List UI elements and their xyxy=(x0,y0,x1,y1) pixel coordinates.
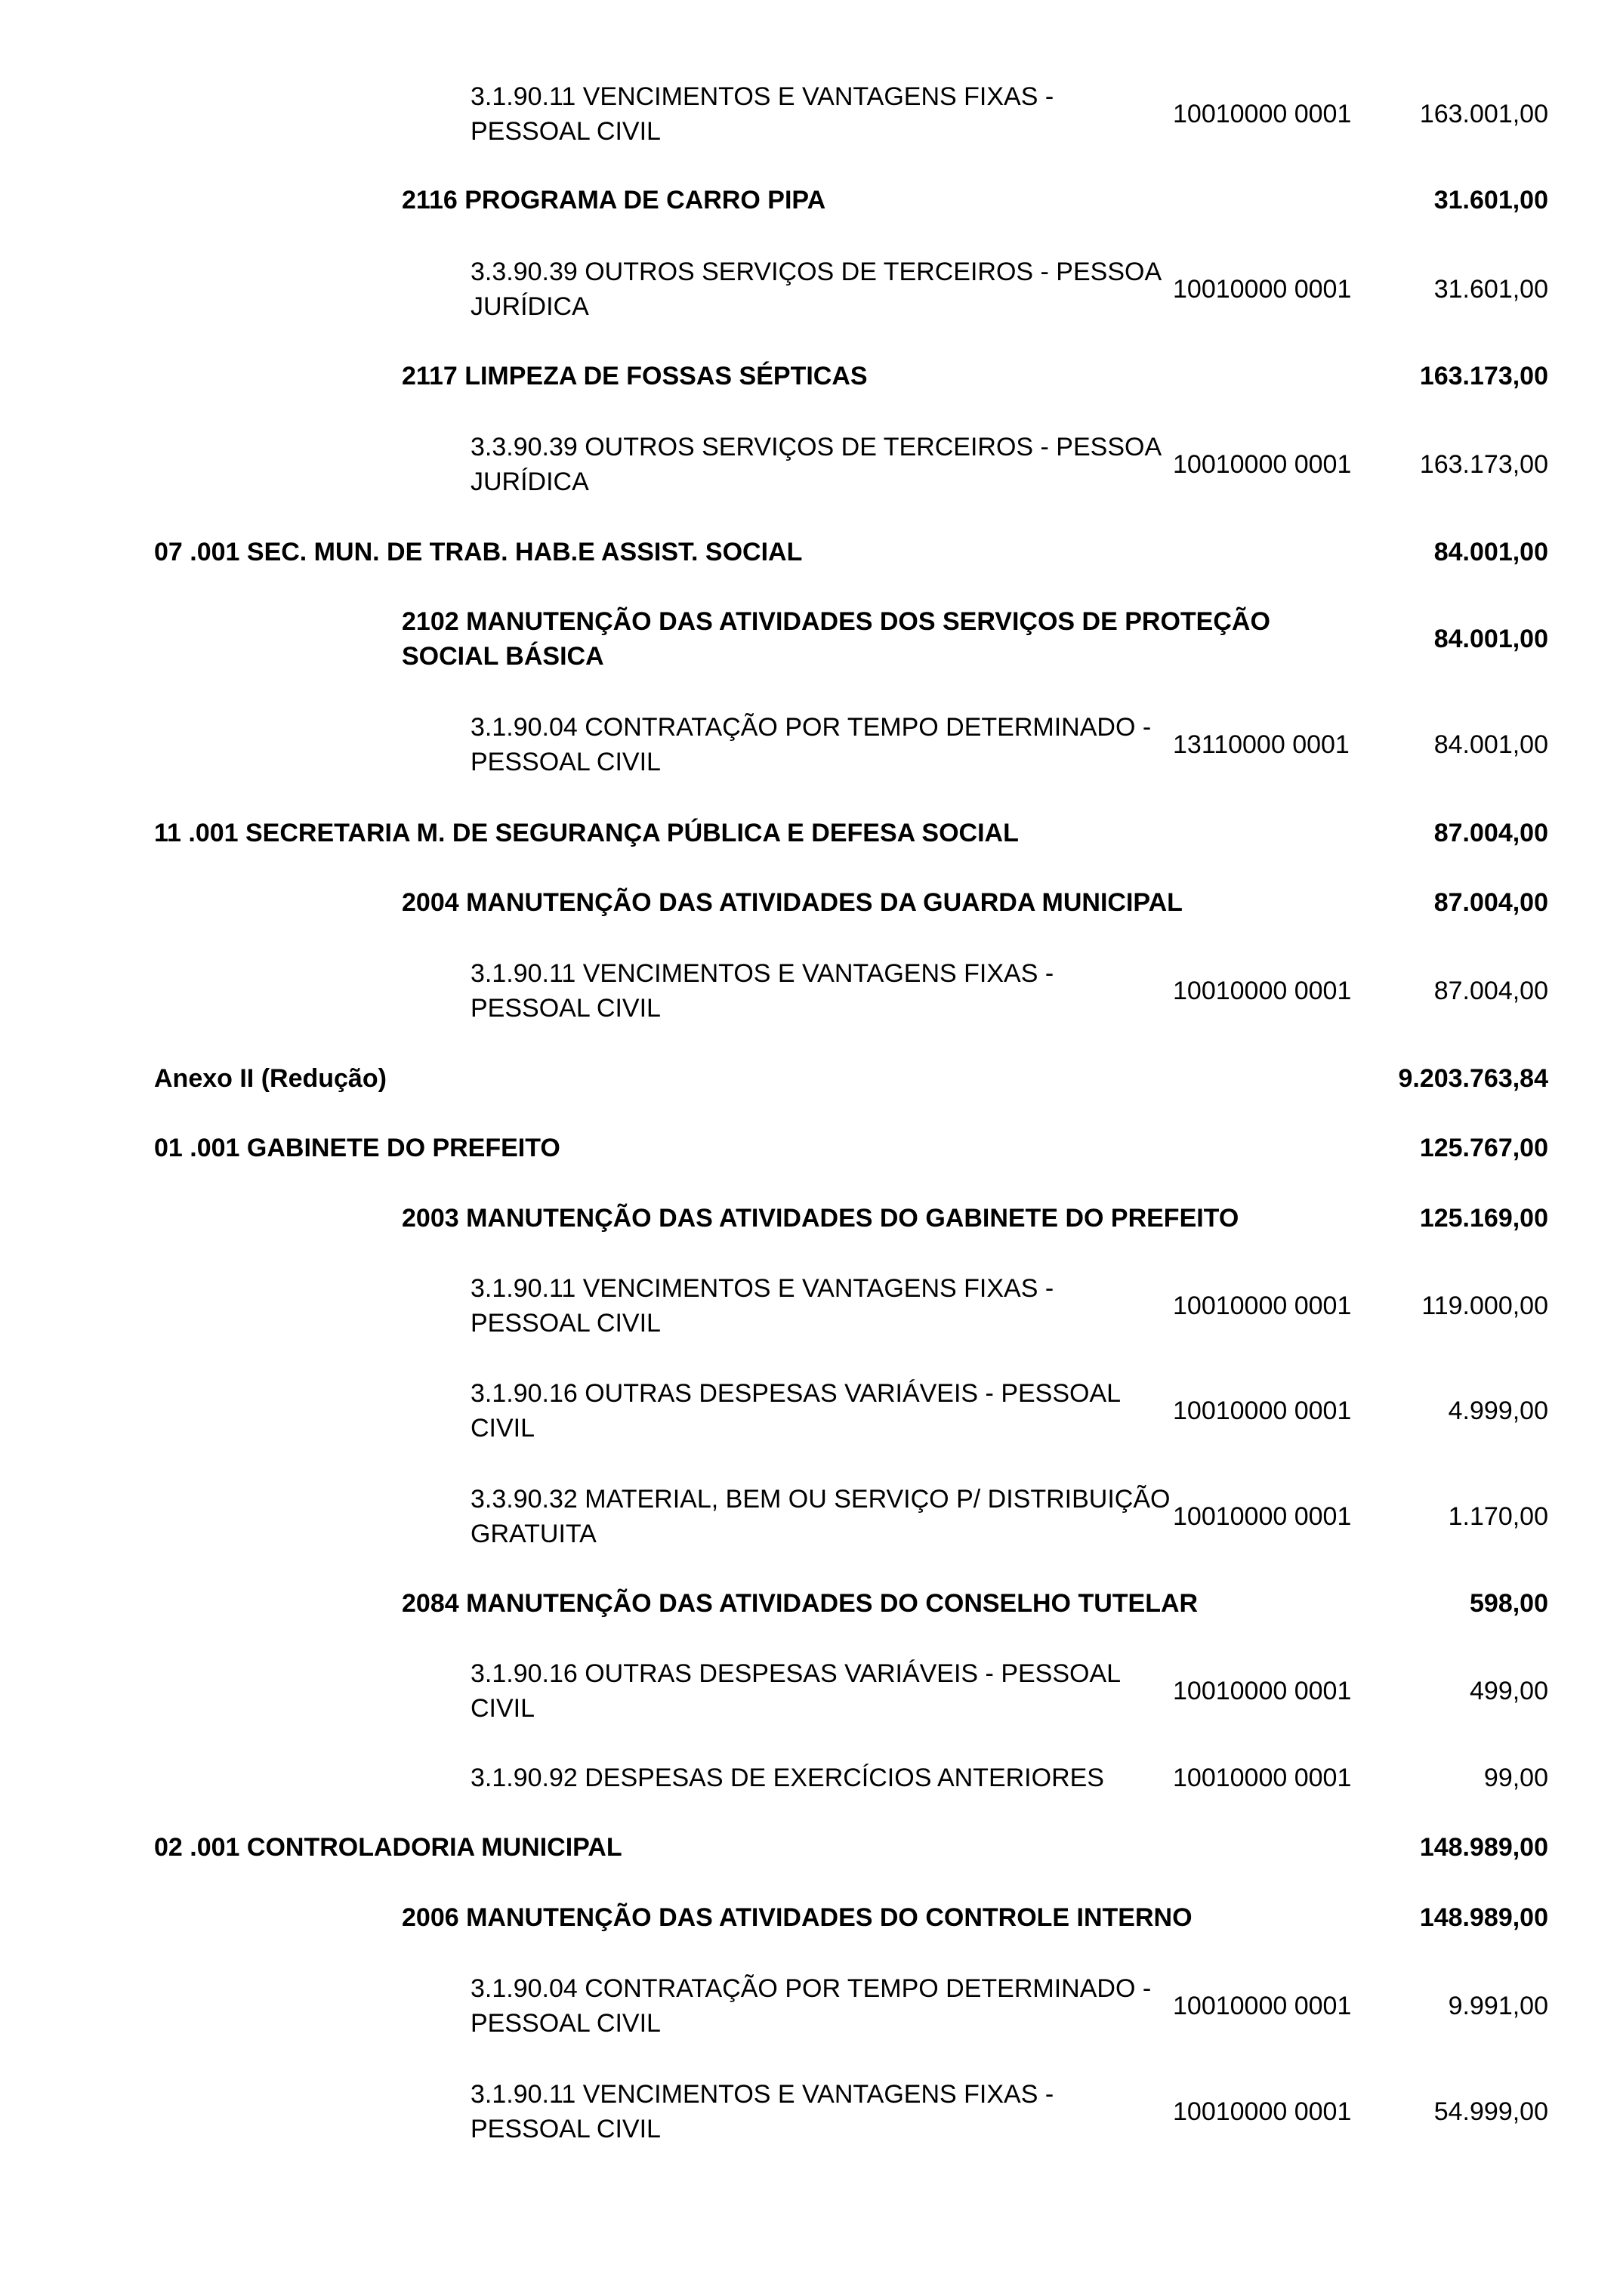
item-description: 3.1.90.04 CONTRATAÇÃO POR TEMPO DETERMINADO - PESSOAL CIVIL xyxy=(471,713,1152,776)
resource-source: 10010000 0001 xyxy=(1173,275,1352,304)
amount: 84.001,00 xyxy=(1433,538,1548,566)
amount: 125.169,00 xyxy=(1419,1204,1548,1233)
item-description: 3.1.90.04 CONTRATAÇÃO POR TEMPO DETERMINADO - PESSOAL CIVIL xyxy=(471,1974,1152,2038)
amount: 31.601,00 xyxy=(1433,186,1548,214)
amount: 87.004,00 xyxy=(1433,819,1548,847)
item-description: 2116 PROGRAMA DE CARRO PIPA xyxy=(402,186,826,214)
resource-source: 10010000 0001 xyxy=(1173,1677,1352,1705)
resource-source: 10010000 0001 xyxy=(1173,1992,1352,2020)
amount: 148.989,00 xyxy=(1419,1833,1548,1862)
item-description: 3.1.90.92 DESPESAS DE EXERCÍCIOS ANTERIORES xyxy=(471,1764,1104,1792)
amount: 9.203.763,84 xyxy=(1398,1064,1548,1093)
item-description: 2006 MANUTENÇÃO DAS ATIVIDADES DO CONTROLE INTERNO xyxy=(402,1903,1193,1932)
amount: 84.001,00 xyxy=(1433,625,1548,653)
amount: 125.767,00 xyxy=(1419,1134,1548,1162)
amount: 4.999,00 xyxy=(1448,1396,1548,1425)
amount: 163.001,00 xyxy=(1419,100,1548,128)
item-description: 2004 MANUTENÇÃO DAS ATIVIDADES DA GUARDA MUNICIPAL xyxy=(402,888,1183,917)
item-description: 01 .001 GABINETE DO PREFEITO xyxy=(154,1134,560,1162)
item-description: 11 .001 SECRETARIA M. DE SEGURANÇA PÚBLICA E DEFESA SOCIAL xyxy=(154,819,1019,847)
amount: 598,00 xyxy=(1470,1589,1548,1618)
resource-source: 10010000 0001 xyxy=(1173,977,1352,1005)
item-description: 02 .001 CONTROLADORIA MUNICIPAL xyxy=(154,1833,622,1862)
item-description: Anexo II (Redução) xyxy=(154,1064,387,1093)
amount: 148.989,00 xyxy=(1419,1903,1548,1932)
item-description: 3.3.90.39 OUTROS SERVIÇOS DE TERCEIROS - PESSOA JURÍDICA xyxy=(471,258,1161,321)
item-description: 2102 MANUTENÇÃO DAS ATIVIDADES DOS SERVIÇOS DE PROTEÇÃO SOCIAL BÁSICA xyxy=(402,607,1270,671)
amount: 499,00 xyxy=(1470,1677,1548,1705)
amount: 84.001,00 xyxy=(1433,730,1548,759)
resource-source: 10010000 0001 xyxy=(1173,100,1352,128)
item-description: 3.3.90.32 MATERIAL, BEM OU SERVIÇO P/ DISTRIBUIÇÃO GRATUITA xyxy=(471,1485,1171,1548)
resource-source: 10010000 0001 xyxy=(1173,1502,1352,1531)
item-description: 3.1.90.11 VENCIMENTOS E VANTAGENS FIXAS - PESSOAL CIVIL xyxy=(471,959,1054,1023)
amount: 31.601,00 xyxy=(1433,275,1548,304)
resource-source: 10010000 0001 xyxy=(1173,450,1352,479)
item-description: 3.1.90.16 OUTRAS DESPESAS VARIÁVEIS - PESSOAL CIVIL xyxy=(471,1379,1120,1443)
amount: 163.173,00 xyxy=(1419,450,1548,479)
resource-source: 10010000 0001 xyxy=(1173,1764,1352,1792)
resource-source: 10010000 0001 xyxy=(1173,1396,1352,1425)
amount: 9.991,00 xyxy=(1448,1992,1548,2020)
amount: 87.004,00 xyxy=(1433,888,1548,917)
amount: 163.173,00 xyxy=(1419,362,1548,390)
item-description: 2003 MANUTENÇÃO DAS ATIVIDADES DO GABINETE DO PREFEITO xyxy=(402,1204,1239,1233)
amount: 1.170,00 xyxy=(1448,1502,1548,1531)
item-description: 3.1.90.16 OUTRAS DESPESAS VARIÁVEIS - PESSOAL CIVIL xyxy=(471,1659,1120,1723)
resource-source: 13110000 0001 xyxy=(1173,730,1350,759)
item-description: 2117 LIMPEZA DE FOSSAS SÉPTICAS xyxy=(402,362,868,390)
item-description: 3.3.90.39 OUTROS SERVIÇOS DE TERCEIROS - PESSOA JURÍDICA xyxy=(471,433,1161,496)
item-description: 2084 MANUTENÇÃO DAS ATIVIDADES DO CONSELHO TUTELAR xyxy=(402,1589,1199,1618)
resource-source: 10010000 0001 xyxy=(1173,2097,1352,2126)
amount: 99,00 xyxy=(1483,1764,1548,1792)
item-description: 3.1.90.11 VENCIMENTOS E VANTAGENS FIXAS - PESSOAL CIVIL xyxy=(471,82,1054,146)
item-description: 07 .001 SEC. MUN. DE TRAB. HAB.E ASSIST. SOCIAL xyxy=(154,538,803,566)
item-description: 3.1.90.11 VENCIMENTOS E VANTAGENS FIXAS - PESSOAL CIVIL xyxy=(471,2080,1054,2143)
amount: 119.000,00 xyxy=(1421,1292,1548,1320)
amount: 87.004,00 xyxy=(1433,977,1548,1005)
amount: 54.999,00 xyxy=(1433,2097,1548,2126)
resource-source: 10010000 0001 xyxy=(1173,1292,1352,1320)
item-description: 3.1.90.11 VENCIMENTOS E VANTAGENS FIXAS - PESSOAL CIVIL xyxy=(471,1274,1054,1338)
